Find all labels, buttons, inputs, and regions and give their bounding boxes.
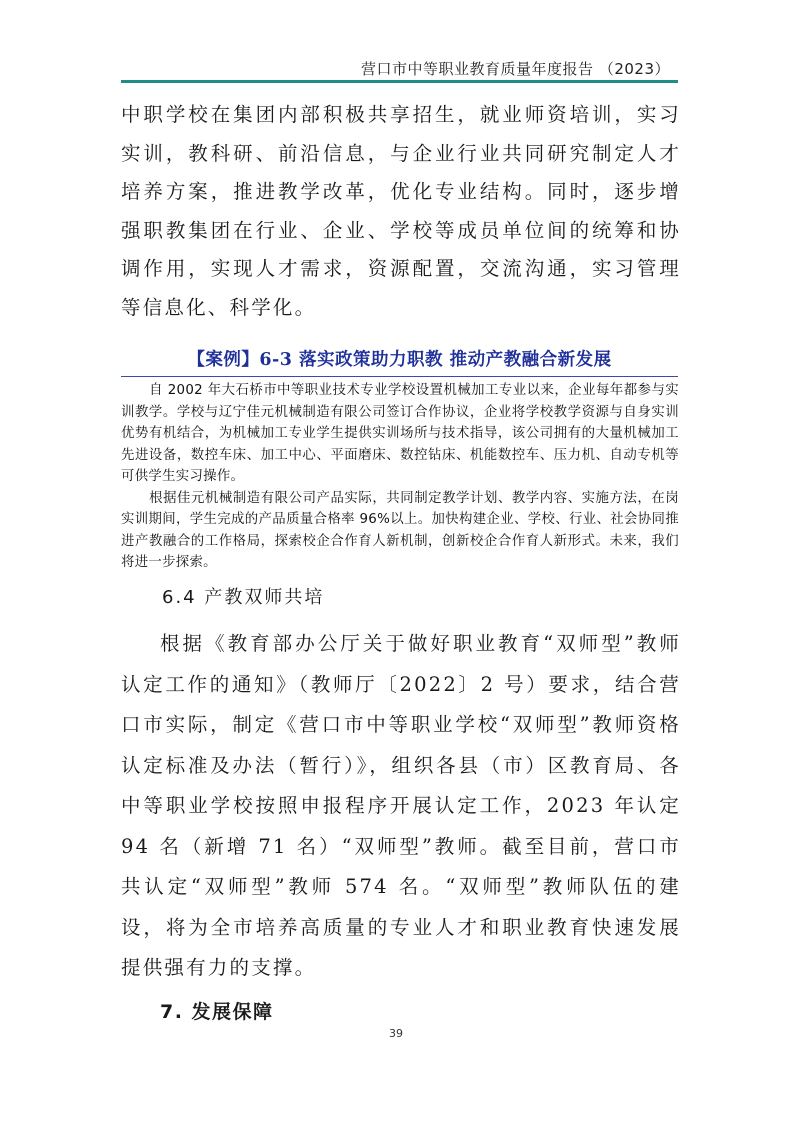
case-paragraph-1: 自 2002 年大石桥市中等职业技术专业学校设置机械加工专业以来，企业每年都参与实训教学。学校与辽宁佳元机械制造有限公司签订合作协议，企业将学校教学资源与自身实训优势有机结合，为机械加工专业学生提供实训场所与技术指导，该公司拥有的大量机械加工先进设备，数控车床、加工中心、平面磨床、数控钻床、机能数控车、压力机、自动专机等可供学生实习操作。: [121, 383, 679, 484]
case-paragraph-2: 根据佳元机械制造有限公司产品实际，共同制定教学计划、教学内容、实施方法，在岗实训期间，学生完成的产品质量合格率 96%以上。加快构建企业、学校、行业、社会协同推进产教融合的工作格局，探索校企合作育人新机制，创新校企合作育人新形式。未来，我们将进一步探索。: [121, 490, 679, 570]
header-divider: [121, 80, 678, 83]
page-number: 39: [389, 1027, 403, 1040]
intro-paragraph: 中职学校在集团内部积极共享招生，就业师资培训，实习实训，教科研、前沿信息，与企业行业共同研究制定人才培养方案，推进教学改革，优化专业结构。同时，逐步增强职教集团在行业、企业、学校等成员单位间的统筹和协调作用，实现人才需求，资源配置，交流沟通，实习管理等信息化、科学化。: [121, 103, 681, 319]
section-heading: 6.4 产教双师共培: [162, 587, 325, 608]
page-header-title: 营口市中等职业教育质量年度报告 （2023）: [361, 60, 670, 78]
case-box: [121, 380, 679, 574]
case-divider: [121, 376, 678, 377]
section-paragraph: 根据《教育部办公厅关于做好职业教育“双师型”教师认定工作的通知》（教师厅〔2022〕2 号）要求，结合营口市实际，制定《营口市中等职业学校“双师型”教师资格认定标准及办法（暂行）》，组织各县（市）区教育局、各中等职业学校按照申报程序开展认定工作，2023 年认定 94 名（新增 71 名）“双师型”教师。截至目前，营口市共认定“双师型”教师 574 名。“双师型”教师队伍的建设，将为全市培养高质量的专业人才和职业教育快速发展提供强有力的支撑。: [121, 632, 681, 979]
case-title: 【案例】6-3 落实政策助力职教 推动产教融合新发展: [187, 350, 612, 370]
chapter-heading: 7. 发展保障: [160, 1001, 274, 1023]
